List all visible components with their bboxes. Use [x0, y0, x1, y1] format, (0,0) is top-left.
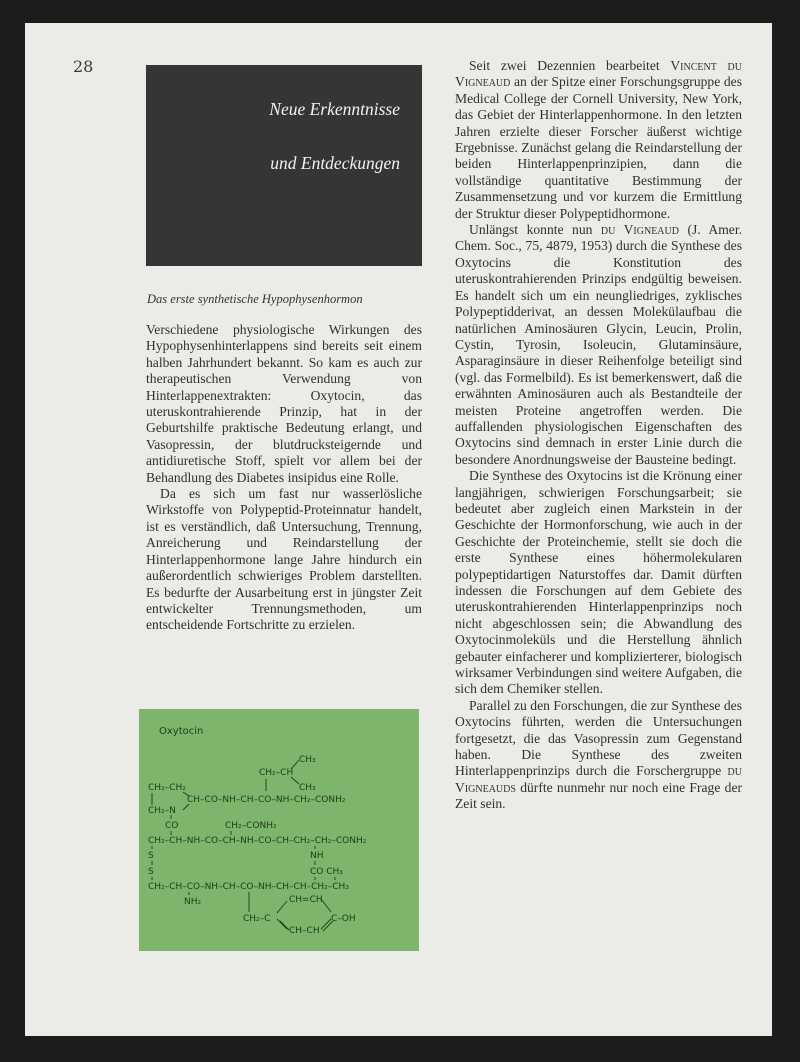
formula-label: CH₂–C: [243, 914, 271, 924]
bond: [277, 901, 287, 913]
formula-label: S: [148, 851, 154, 861]
researcher-name: du Vigneauds: [455, 763, 742, 795]
oxytocin-formula-figure: [139, 709, 419, 951]
formula-label: S: [148, 867, 154, 877]
formula-label: CH–CH: [289, 926, 320, 936]
researcher-name: Vincent du Vigneaud: [455, 58, 742, 90]
text-run: Unlängst konnte nun: [469, 222, 601, 238]
formula-label: CH₂–N: [148, 806, 176, 816]
formula-label: CH₂–CH–NH–CO–CH–NH–CO–CH–CH₂–CH₂–CONH₂: [148, 836, 367, 846]
section-title-line-2: und Entdeckungen: [270, 153, 400, 173]
formula-label: CO: [165, 821, 179, 831]
researcher-name: du Vigneaud: [600, 222, 679, 238]
bond: [280, 921, 289, 930]
text-run: Parallel zu den Forschungen, die zur Synthese des Oxytocins führten, werden die Untersuchungen fortgesetzt, die das Vasopressin zum Gegenstand haben. Die Synthese des zweiten Hinterlappenprinzips durch die Forschergruppe: [455, 697, 742, 779]
paragraph: [455, 222, 742, 468]
text-run: an der Spitze einer Forschungsgruppe des Medical College der Cornell University, New York, das Gebiet der Hinterlappenhormone. In den letzten Jahren erzielte dieser Forscher äußerst wichtige Ergebnisse. Zunächst gelang die Reindarstellung der beiden Hinterlappenprinzipien, dann die vollständige quantitative Bestimmung der Zusammensetzung und vor kurzem die Ermittlung der Struktur dieser Polypeptidhormone.: [455, 74, 742, 221]
left-text-column: [146, 322, 422, 634]
bond: [291, 760, 299, 769]
right-text-column: [455, 58, 742, 813]
paragraph: [455, 58, 742, 222]
page-number: 28: [73, 57, 94, 76]
text-run: Seit zwei Dezennien bearbeitet: [469, 58, 671, 73]
formula-label: CH₂–CH–CO–NH–CH–CO–NH–CH–CH–CH₂–CH₃: [148, 882, 349, 892]
text-run: (J. Amer. Chem. Soc., 75, 4879, 1953) durch die Synthese des Oxytocins die Konstitution des uteruskontrahierenden Prinzips endgültig beweisen. Es handelt sich um ein neungliedriges, zyklisches Polypeptidderivat, an dessen Molekülaufbau die natürlichen Aminosäuren Glycin, Leucin, Prolin, Cystin, Tyrosin, Isoleucin, Glutaminsäure, Asparaginsäure in dieser Reihenfolge beteiligt sind (vgl. das Formelbild). Es ist bemerkenswert, daß die erwähnten Aminosäuren auch als Bestandteile der meisten Proteine angetroffen werden. Die auffallenden physiologischen Eigenschaften des Oxytocins sind demnach in erster Linie durch die besondere Anordnungsweise der Bausteine bedingt.: [455, 222, 742, 467]
formula-label: CH₃: [299, 783, 316, 793]
formula-label: CH–CO–NH–CH–CO–NH–CH₂–CONH₂: [187, 795, 346, 805]
paragraph: Verschiedene physiologische Wirkungen des Hypophysenhinterlappens sind bereits seit einem halben Jahrhundert bekannt. So kam es auch zur therapeutischen Verwendung von Hinterlappenextrakten: Oxytocin, das uteruskontrahierende Prinzip, hat in der Geburtshilfe praktische Bedeutung erlangt, und Vasopressin, der blutdrucksteigernde und antidiuretische Stoff, spielt vor allem bei der Behandlung des Diabetes insipidus eine Rolle.: [146, 322, 422, 485]
formula-label: CH₂–CH: [259, 768, 294, 778]
formula-label: CH₃: [299, 755, 316, 765]
formula-title: Oxytocin: [159, 726, 204, 737]
bond: [183, 792, 189, 796]
text-run: dürfte nunmehr nur noch eine Frage der Zeit sein.: [455, 779, 742, 812]
formula-label: CO CH₃: [310, 867, 343, 877]
formula-label: CH₂–CONH₂: [225, 821, 277, 831]
section-header-box: [146, 65, 422, 266]
paragraph: Da es sich um fast nur wasserlösliche Wirkstoffe von Polypeptid-Proteinnatur handelt, ist es verständlich, daß Untersuchung, Trennung, Anreicherung und Reindarstellung der Hinterlappenhormone lange Jahre hindurch ein außerordentlich schwieriges Problem darstellten. Es bedurfte der Ausarbeitung erst in jüngster Zeit entwickelter Trennungsmethoden, um entscheidende Fortschritte zu erzielen.: [146, 486, 422, 633]
formula-label: NH: [310, 851, 324, 861]
structural-formula: [139, 709, 419, 951]
formula-label: CH₂–CH₂: [148, 783, 186, 793]
bond: [277, 919, 287, 929]
bond: [321, 899, 331, 912]
bond: [291, 777, 299, 784]
formula-label: CH=CH: [289, 895, 323, 905]
formula-label: C–OH: [331, 914, 356, 924]
paragraph: [455, 698, 742, 813]
section-title-line-1: Neue Erkenntnisse: [269, 99, 400, 119]
formula-label: NH₂: [184, 897, 202, 907]
paragraph: Die Synthese des Oxytocins ist die Krönung einer langjährigen, schwierigen Forschungsarbeit; sie bedeutet aber zugleich einen Markstein in der Geschichte der Hormonforschung, wie auch in der Geschichte der Proteinchemie, stellt sie doch die erste Synthese eines höhermolekularen polypeptidartigen Naturstoffes dar. Damit dürften indessen die Forschungen auf dem Gebiete des uteruskontrahierenden Hinterlappenprinzips noch nicht abgeschlossen sein; die Abwandlung des Oxytocinmoleküls und die Herstellung ähnlich gebauter einfacherer und komplizierterer, biologisch wirksamer Verbindungen sind weitere Aufgaben, die sich dem Chemiker stellen.: [455, 468, 742, 697]
bond: [183, 804, 189, 810]
article-subtitle: Das erste synthetische Hypophysenhormon: [147, 292, 363, 306]
